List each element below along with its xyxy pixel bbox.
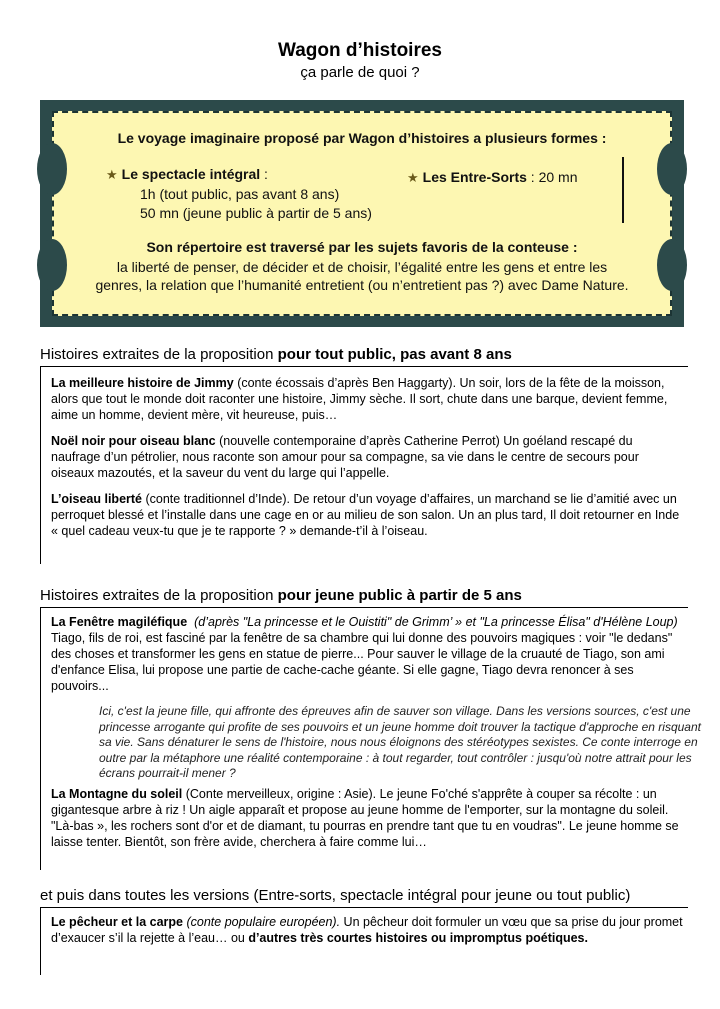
story-oiseau-liberte: L’oiseau liberté (conte traditionnel d’Inde). De retour d’un voyage d’affaires, un marchand se lie d’amitié avec un perroquet blessé et l’installe dans une cage en or au milieu de son salon. Un an plus tard, Il doit retourner en Inde « quel cadeau veux-tu que je te rapporte ? » demande-t’il à l’oiseau. (51, 492, 680, 538)
ticket-notch (657, 143, 687, 195)
story-jimmy: La meilleure histoire de Jimmy (conte écossais d’après Ben Haggarty). Un soir, lors de la fête de la moisson, alors que tout le monde doit raconter une histoire, Jimmy sèche. Il sort, chute dans une barque, devient femme, aime un homme, devient mère, vit heureuse, puis… (51, 376, 668, 422)
repertoire-heading: Son répertoire est traversé par les sujets favoris de la conteuse : (146, 239, 578, 255)
story-montagne-soleil: La Montagne du soleil (Conte merveilleux, origine : Asie). Le jeune Fo'ché s'apprête à couper sa récolte : un gigantesque arbre à riz ! Un aigle apparaît et propose au jeune homme de l'emporter, sur la montagne du soleil. "Là-bas », les rochers sont d'or et de diamant, tu pourras en prendre tant que tu en voudras". Le jeune homme se laisse tenter. Bientôt, son frère avide, cherchera à faire comme lui… (51, 787, 679, 849)
story-fenetre-magilefique: La Fenêtre magiléfique (d’après "La princesse et le Ouistiti" de Grimm’ » et "La princesse Élisa" d'Hélène Loup) Tiago, fils de roi, est fasciné par la fenêtre de sa chambre qui lui donne des pouvoirs magiques : voir "le dedans" des choses et transformer les gens en statue de pierre... Pour sauver le village de la cruauté de Tiago, son ami d'enfance Elisa, lui propose une partie de cache-cache géante. Si elle gagne, Tiago devra renoncer à ses pouvoirs... (51, 615, 678, 693)
star-icon: ★ (106, 167, 118, 182)
spectacle-duration-1: 1h (tout public, pas avant 8 ans) (140, 186, 340, 202)
story-pecheur-carpe: Le pêcheur et la carpe (conte populaire européen). Un pêcheur doit formuler un vœu que sa prise du jour promet d’exaucer s’il la rejette à l’eau… ou d’autres très courtes histoires ou impromptus poétiques. (51, 915, 683, 945)
section-label-jeune-public: Histoires extraites de la proposition pour jeune public à partir de 5 ans (40, 587, 522, 604)
section-label-toutes-versions: et puis dans toutes les versions (Entre-sorts, spectacle intégral pour jeune ou tout public) (40, 887, 631, 904)
story-fenetre-note: Ici, c'est la jeune fille, qui affronte des épreuves afin de sauver son village. Dans les versions sources, c'est une princesse arrogante qui profite de ses pouvoirs et un jeune homme doit trouver la tactique d'approche en risquant sa vie. Sans dénaturer le sens de l'histoire, nous nous éloignons des stéréotypes sexistes. Ce conte interroge en outre par la métaphore une réalité contemporaine : à tout regarder, tout contrôler : jusqu'où notre attrait pour les écrans pourrait-il mener ? (99, 704, 701, 780)
spectacle-heading (106, 166, 268, 183)
stories-box-jeune-public (40, 607, 701, 870)
repertoire-line-1: la liberté de penser, de décider et de choisir, l’égalité entre les gens et entre les (116, 259, 608, 275)
spectacle-title: Le spectacle intégral (121, 166, 261, 182)
entre-sorts-heading (407, 169, 578, 186)
stories-box-tout-public (40, 366, 688, 564)
entre-sorts-duration: : 20 mn (526, 169, 578, 185)
divider (622, 157, 624, 223)
spectacle-duration-2: 50 mn (jeune public à partir de 5 ans) (140, 205, 372, 221)
ticket-notch (37, 143, 67, 195)
repertoire-line-2: genres, la relation que l’humanité entretient (ou n’entretient pas ?) avec Dame Nature. (95, 277, 629, 293)
entre-sorts-title: Les Entre-Sorts (422, 169, 527, 185)
ticket-intro: Le voyage imaginaire proposé par Wagon d’histoires a plusieurs formes : (117, 130, 607, 146)
story-noel-noir: Noël noir pour oiseau blanc (nouvelle contemporaine d’après Catherine Perrot) Un goéland rescapé du naufrage d’un pétrolier, nous raconte son amour pour sa compagne, sa vie dans le centre de secours pour oiseaux mazoutés, et la saveur du vent du large qui l’appelle. (51, 434, 639, 480)
stories-box-toutes-versions (40, 907, 688, 975)
spectacle-colon: : (260, 166, 268, 182)
section-label-tout-public: Histoires extraites de la proposition pour tout public, pas avant 8 ans (40, 346, 512, 363)
ticket-banner (40, 100, 684, 327)
star-icon: ★ (407, 170, 419, 185)
ticket-paper (52, 111, 672, 316)
page-title: Wagon d’histoires (278, 40, 442, 61)
page-subtitle: ça parle de quoi ? (300, 64, 420, 81)
